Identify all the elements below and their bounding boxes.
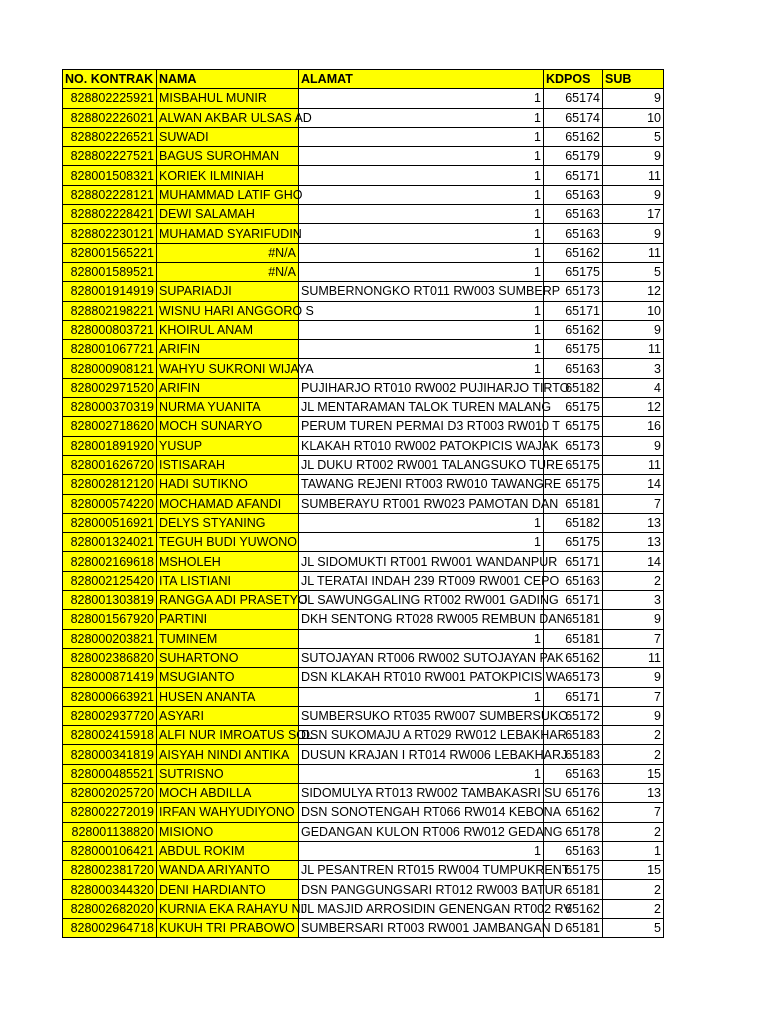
cell-alamat[interactable]: JL MENTARAMAN TALOK TUREN MALANG [299,398,544,417]
cell-kdpos[interactable]: 65162 [544,803,603,822]
cell-nama[interactable]: WAHYU SUKRONI WIJAYA [157,359,299,378]
table-row [63,359,664,378]
cell-alamat[interactable]: SUTOJAYAN RT006 RW002 SUTOJAYAN PAK [299,648,544,667]
cell-sub[interactable]: 7 [603,494,664,513]
cell-no-kontrak[interactable]: 828001303819 [63,591,157,610]
cell-nama[interactable]: MSHOLEH [157,552,299,571]
cell-alamat[interactable]: 1 [299,89,544,108]
cell-sub[interactable]: 15 [603,764,664,783]
cell-kdpos[interactable]: 65175 [544,533,603,552]
cell-no-kontrak[interactable]: 828002415918 [63,726,157,745]
cell-kdpos[interactable]: 65163 [544,571,603,590]
cell-nama[interactable]: MUHAMAD SYARIFUDIN [157,224,299,243]
cell-alamat[interactable]: 1 [299,841,544,860]
cell-sub[interactable]: 12 [603,282,664,301]
cell-kdpos[interactable]: 65162 [544,648,603,667]
table-row [63,127,664,146]
cell-alamat[interactable]: 1 [299,127,544,146]
cell-nama[interactable]: ARIFIN [157,340,299,359]
cell-sub[interactable]: 9 [603,706,664,725]
cell-kdpos[interactable]: 65176 [544,783,603,802]
cell-no-kontrak[interactable]: 828001324021 [63,533,157,552]
cell-nama[interactable]: SUWADI [157,127,299,146]
table-row [63,629,664,648]
cell-nama[interactable]: ALWAN AKBAR ULSAS AD [157,108,299,127]
cell-alamat[interactable]: 1 [299,108,544,127]
cell-nama[interactable]: MOCH SUNARYO [157,417,299,436]
cell-no-kontrak[interactable]: 828001565221 [63,243,157,262]
cell-sub[interactable]: 9 [603,610,664,629]
cell-no-kontrak[interactable]: 828802228121 [63,185,157,204]
cell-kdpos[interactable]: 65175 [544,861,603,880]
cell-kdpos[interactable]: 65163 [544,764,603,783]
cell-no-kontrak[interactable]: 828000341819 [63,745,157,764]
cell-sub[interactable]: 11 [603,166,664,185]
table-row [63,320,664,339]
cell-sub[interactable]: 11 [603,455,664,474]
cell-alamat[interactable]: 1 [299,205,544,224]
table-row [63,783,664,802]
cell-alamat[interactable]: TAWANG REJENI RT003 RW010 TAWANGRE [299,475,544,494]
cell-sub[interactable]: 9 [603,436,664,455]
table-row [63,455,664,474]
cell-nama[interactable]: TUMINEM [157,629,299,648]
cell-nama[interactable]: PARTINI [157,610,299,629]
cell-no-kontrak[interactable]: 828002964718 [63,919,157,938]
cell-no-kontrak[interactable]: 828000106421 [63,841,157,860]
table-row [63,571,664,590]
cell-nama[interactable]: KORIEK ILMINIAH [157,166,299,185]
cell-alamat[interactable]: 1 [299,513,544,532]
cell-alamat[interactable]: 1 [299,224,544,243]
cell-sub[interactable]: 9 [603,224,664,243]
table-row [63,282,664,301]
table-row [63,417,664,436]
table-row [63,108,664,127]
table-row [63,378,664,397]
cell-nama[interactable]: TEGUH BUDI YUWONO [157,533,299,552]
table-row [63,880,664,899]
cell-kdpos[interactable]: 65173 [544,436,603,455]
table-row [63,861,664,880]
cell-no-kontrak[interactable]: 828002971520 [63,378,157,397]
table-row [63,301,664,320]
table-row [63,398,664,417]
cell-alamat[interactable]: 1 [299,764,544,783]
cell-nama[interactable]: MISIONO [157,822,299,841]
cell-nama[interactable]: MUHAMMAD LATIF GHO [157,185,299,204]
table-row [63,475,664,494]
cell-nama[interactable]: ITA LISTIANI [157,571,299,590]
cell-nama[interactable]: ARIFIN [157,378,299,397]
cell-kdpos[interactable]: 65182 [544,378,603,397]
cell-alamat[interactable]: SIDOMULYA RT013 RW002 TAMBAKASRI SU [299,783,544,802]
table-row [63,224,664,243]
cell-kdpos[interactable]: 65181 [544,919,603,938]
cell-no-kontrak[interactable]: 828802227521 [63,147,157,166]
cell-kdpos[interactable]: 65163 [544,359,603,378]
cell-sub[interactable]: 10 [603,301,664,320]
cell-sub[interactable]: 9 [603,147,664,166]
cell-kdpos[interactable]: 65174 [544,89,603,108]
table-row [63,533,664,552]
cell-no-kontrak[interactable]: 828000516921 [63,513,157,532]
cell-no-kontrak[interactable]: 828802230121 [63,224,157,243]
cell-alamat[interactable]: 1 [299,185,544,204]
cell-alamat[interactable]: 1 [299,629,544,648]
cell-no-kontrak[interactable]: 828000871419 [63,668,157,687]
cell-sub[interactable]: 2 [603,726,664,745]
cell-no-kontrak[interactable]: 828000803721 [63,320,157,339]
cell-alamat[interactable]: JL SIDOMUKTI RT001 RW001 WANDANPUR [299,552,544,571]
cell-nama[interactable]: HADI SUTIKNO [157,475,299,494]
cell-nama[interactable]: KUKUH TRI PRABOWO [157,919,299,938]
cell-no-kontrak[interactable]: 828001508321 [63,166,157,185]
cell-nama[interactable]: SUTRISNO [157,764,299,783]
header-row [63,70,664,89]
cell-kdpos[interactable]: 65174 [544,108,603,127]
table-row [63,185,664,204]
cell-sub[interactable]: 5 [603,127,664,146]
cell-alamat[interactable]: PERUM TUREN PERMAI D3 RT003 RW010 T [299,417,544,436]
table-row [63,166,664,185]
cell-sub[interactable]: 16 [603,417,664,436]
cell-sub[interactable]: 11 [603,340,664,359]
cell-kdpos[interactable]: 65171 [544,552,603,571]
cell-nama[interactable]: BAGUS SUROHMAN [157,147,299,166]
cell-kdpos[interactable]: 65175 [544,398,603,417]
cell-nama[interactable]: ALFI NUR IMROATUS SOL [157,726,299,745]
cell-nama[interactable]: NURMA YUANITA [157,398,299,417]
cell-alamat[interactable]: DSN PANGGUNGSARI RT012 RW003 BATUR [299,880,544,899]
table-row [63,919,664,938]
cell-nama[interactable]: KURNIA EKA RAHAYU NI [157,899,299,918]
cell-no-kontrak[interactable]: 828802226521 [63,127,157,146]
cell-no-kontrak[interactable]: 828001891920 [63,436,157,455]
cell-sub[interactable]: 11 [603,243,664,262]
table-row [63,494,664,513]
table-row [63,822,664,841]
cell-kdpos[interactable]: 65175 [544,262,603,281]
cell-alamat[interactable]: JL TERATAI INDAH 239 RT009 RW001 CEPO [299,571,544,590]
header-kdpos[interactable]: KDPOS [544,70,603,89]
cell-kdpos[interactable]: 65163 [544,205,603,224]
cell-kdpos[interactable]: 65183 [544,726,603,745]
cell-no-kontrak[interactable]: 828000574220 [63,494,157,513]
cell-sub[interactable]: 9 [603,320,664,339]
cell-no-kontrak[interactable]: 828002169618 [63,552,157,571]
cell-nama[interactable]: ISTISARAH [157,455,299,474]
cell-no-kontrak[interactable]: 828002272019 [63,803,157,822]
cell-nama[interactable]: MSUGIANTO [157,668,299,687]
cell-nama[interactable]: MOCH ABDILLA [157,783,299,802]
cell-kdpos[interactable]: 65172 [544,706,603,725]
cell-no-kontrak[interactable]: 828000203821 [63,629,157,648]
cell-sub[interactable]: 5 [603,262,664,281]
cell-kdpos[interactable]: 65181 [544,880,603,899]
cell-no-kontrak[interactable]: 828001138820 [63,822,157,841]
cell-no-kontrak[interactable]: 828001067721 [63,340,157,359]
table-row [63,591,664,610]
cell-alamat[interactable]: 1 [299,359,544,378]
cell-alamat[interactable]: JL PESANTREN RT015 RW004 TUMPUKRENT [299,861,544,880]
cell-kdpos[interactable]: 65178 [544,822,603,841]
table-row [63,205,664,224]
cell-sub[interactable]: 10 [603,108,664,127]
cell-kdpos[interactable]: 65162 [544,320,603,339]
table-row [63,841,664,860]
cell-sub[interactable]: 7 [603,687,664,706]
table-row [63,610,664,629]
cell-nama[interactable]: MOCHAMAD AFANDI [157,494,299,513]
cell-sub[interactable]: 4 [603,378,664,397]
cell-no-kontrak[interactable]: 828802228421 [63,205,157,224]
cell-alamat[interactable]: JL DUKU RT002 RW001 TALANGSUKO TURE [299,455,544,474]
cell-no-kontrak[interactable]: 828002025720 [63,783,157,802]
table-row [63,262,664,281]
cell-nama[interactable]: KHOIRUL ANAM [157,320,299,339]
table-row [63,764,664,783]
cell-nama[interactable]: #N/A [157,243,299,262]
cell-alamat[interactable]: SUMBERSUKO RT035 RW007 SUMBERSUKO [299,706,544,725]
table-row [63,687,664,706]
cell-alamat[interactable]: GEDANGAN KULON RT006 RW012 GEDANG [299,822,544,841]
table-row [63,340,664,359]
cell-sub[interactable]: 17 [603,205,664,224]
header-alamat[interactable]: ALAMAT [299,70,544,89]
cell-no-kontrak[interactable]: 828001626720 [63,455,157,474]
table-row [63,552,664,571]
cell-sub[interactable]: 2 [603,899,664,918]
cell-nama[interactable]: AISYAH NINDI ANTIKA [157,745,299,764]
cell-alamat[interactable]: DSN SUKOMAJU A RT029 RW012 LEBAKHAR [299,726,544,745]
cell-no-kontrak[interactable]: 828000344320 [63,880,157,899]
cell-kdpos[interactable]: 65175 [544,340,603,359]
cell-nama[interactable]: DELYS STYANING [157,513,299,532]
cell-sub[interactable]: 3 [603,359,664,378]
cell-alamat[interactable]: 1 [299,301,544,320]
cell-alamat[interactable]: DKH SENTONG RT028 RW005 REMBUN DAN [299,610,544,629]
cell-kdpos[interactable]: 65171 [544,166,603,185]
cell-kdpos[interactable]: 65162 [544,899,603,918]
table-row [63,745,664,764]
cell-nama[interactable]: SUPARIADJI [157,282,299,301]
table-row [63,899,664,918]
cell-nama[interactable]: WISNU HARI ANGGORO S [157,301,299,320]
cell-alamat[interactable]: 1 [299,147,544,166]
cell-sub[interactable]: 12 [603,398,664,417]
cell-no-kontrak[interactable]: 828802225921 [63,89,157,108]
cell-nama[interactable]: WANDA ARIYANTO [157,861,299,880]
cell-alamat[interactable]: 1 [299,166,544,185]
cell-kdpos[interactable]: 65175 [544,455,603,474]
cell-alamat[interactable]: JL MASJID ARROSIDIN GENENGAN RT002 RV [299,899,544,918]
cell-sub[interactable]: 13 [603,513,664,532]
cell-nama[interactable]: IRFAN WAHYUDIYONO [157,803,299,822]
cell-nama[interactable]: MISBAHUL MUNIR [157,89,299,108]
cell-alamat[interactable]: SUMBERAYU RT001 RW023 PAMOTAN DAN [299,494,544,513]
table-row [63,436,664,455]
cell-nama[interactable]: RANGGA ADI PRASETYO [157,591,299,610]
table-row [63,243,664,262]
cell-kdpos[interactable]: 65175 [544,475,603,494]
cell-no-kontrak[interactable]: 828002125420 [63,571,157,590]
cell-alamat[interactable]: 1 [299,320,544,339]
cell-kdpos[interactable]: 65162 [544,127,603,146]
table-body [63,89,664,938]
cell-alamat[interactable]: KLAKAH RT010 RW002 PATOKPICIS WAJAK [299,436,544,455]
header-nama[interactable]: NAMA [157,70,299,89]
cell-sub[interactable]: 15 [603,861,664,880]
cell-alamat[interactable]: DSN KLAKAH RT010 RW001 PATOKPICIS WA [299,668,544,687]
cell-sub[interactable]: 9 [603,185,664,204]
table-row [63,648,664,667]
cell-no-kontrak[interactable]: 828002381720 [63,861,157,880]
cell-sub[interactable]: 2 [603,822,664,841]
header-no-kontrak[interactable]: NO. KONTRAK [63,70,157,89]
cell-alamat[interactable]: 1 [299,340,544,359]
cell-sub[interactable]: 9 [603,668,664,687]
cell-sub[interactable]: 1 [603,841,664,860]
cell-kdpos[interactable]: 65173 [544,282,603,301]
cell-kdpos[interactable]: 65181 [544,610,603,629]
cell-alamat[interactable]: 1 [299,687,544,706]
cell-sub[interactable]: 7 [603,629,664,648]
table-row [63,513,664,532]
cell-kdpos[interactable]: 65179 [544,147,603,166]
cell-sub[interactable]: 14 [603,552,664,571]
cell-sub[interactable]: 14 [603,475,664,494]
cell-kdpos[interactable]: 65171 [544,687,603,706]
header-sub[interactable]: SUB [603,70,664,89]
cell-sub[interactable]: 11 [603,648,664,667]
cell-kdpos[interactable]: 65163 [544,841,603,860]
cell-nama[interactable]: HUSEN ANANTA [157,687,299,706]
cell-nama[interactable]: ABDUL ROKIM [157,841,299,860]
cell-no-kontrak[interactable]: 828002682020 [63,899,157,918]
cell-alamat[interactable]: JL SAWUNGGALING RT002 RW001 GADING [299,591,544,610]
table-row [63,668,664,687]
cell-no-kontrak[interactable]: 828000663921 [63,687,157,706]
cell-no-kontrak[interactable]: 828000908121 [63,359,157,378]
cell-alamat[interactable]: 1 [299,262,544,281]
table-row [63,726,664,745]
cell-nama[interactable]: YUSUP [157,436,299,455]
cell-sub[interactable]: 2 [603,880,664,899]
table-row [63,803,664,822]
spreadsheet [62,69,664,938]
cell-nama[interactable]: DENI HARDIANTO [157,880,299,899]
cell-sub[interactable]: 2 [603,571,664,590]
cell-alamat[interactable]: DSN SONOTENGAH RT066 RW014 KEBONA [299,803,544,822]
cell-kdpos[interactable]: 65181 [544,629,603,648]
cell-sub[interactable]: 3 [603,591,664,610]
cell-kdpos[interactable]: 65171 [544,591,603,610]
cell-nama[interactable]: DEWI SALAMAH [157,205,299,224]
cell-kdpos[interactable]: 65163 [544,185,603,204]
cell-alamat[interactable]: PUJIHARJO RT010 RW002 PUJIHARJO TIRTO [299,378,544,397]
cell-no-kontrak[interactable]: 828000485521 [63,764,157,783]
cell-sub[interactable]: 9 [603,89,664,108]
cell-sub[interactable]: 7 [603,803,664,822]
cell-no-kontrak[interactable]: 828002937720 [63,706,157,725]
cell-kdpos[interactable]: 65181 [544,494,603,513]
cell-sub[interactable]: 13 [603,533,664,552]
cell-kdpos[interactable]: 65162 [544,243,603,262]
cell-kdpos[interactable]: 65171 [544,301,603,320]
cell-sub[interactable]: 13 [603,783,664,802]
cell-no-kontrak[interactable]: 828802198221 [63,301,157,320]
cell-kdpos[interactable]: 65163 [544,224,603,243]
cell-no-kontrak[interactable]: 828000370319 [63,398,157,417]
cell-no-kontrak[interactable]: 828002386820 [63,648,157,667]
cell-no-kontrak[interactable]: 828001589521 [63,262,157,281]
data-table [62,69,664,938]
cell-no-kontrak[interactable]: 828802226021 [63,108,157,127]
cell-kdpos[interactable]: 65173 [544,668,603,687]
cell-alamat[interactable]: SUMBERNONGKO RT011 RW003 SUMBERP [299,282,544,301]
cell-nama[interactable]: ASYARI [157,706,299,725]
cell-sub[interactable]: 5 [603,919,664,938]
cell-alamat[interactable]: 1 [299,533,544,552]
cell-nama[interactable]: #N/A [157,262,299,281]
cell-kdpos[interactable]: 65182 [544,513,603,532]
cell-no-kontrak[interactable]: 828001914919 [63,282,157,301]
table-row [63,147,664,166]
cell-kdpos[interactable]: 65183 [544,745,603,764]
table-row [63,89,664,108]
cell-alamat[interactable]: 1 [299,243,544,262]
cell-kdpos[interactable]: 65175 [544,417,603,436]
cell-nama[interactable]: SUHARTONO [157,648,299,667]
cell-no-kontrak[interactable]: 828002812120 [63,475,157,494]
cell-alamat[interactable]: SUMBERSARI RT003 RW001 JAMBANGAN D [299,919,544,938]
table-row [63,706,664,725]
cell-alamat[interactable]: DUSUN KRAJAN I RT014 RW006 LEBAKHARJ [299,745,544,764]
cell-sub[interactable]: 2 [603,745,664,764]
cell-no-kontrak[interactable]: 828001567920 [63,610,157,629]
cell-no-kontrak[interactable]: 828002718620 [63,417,157,436]
